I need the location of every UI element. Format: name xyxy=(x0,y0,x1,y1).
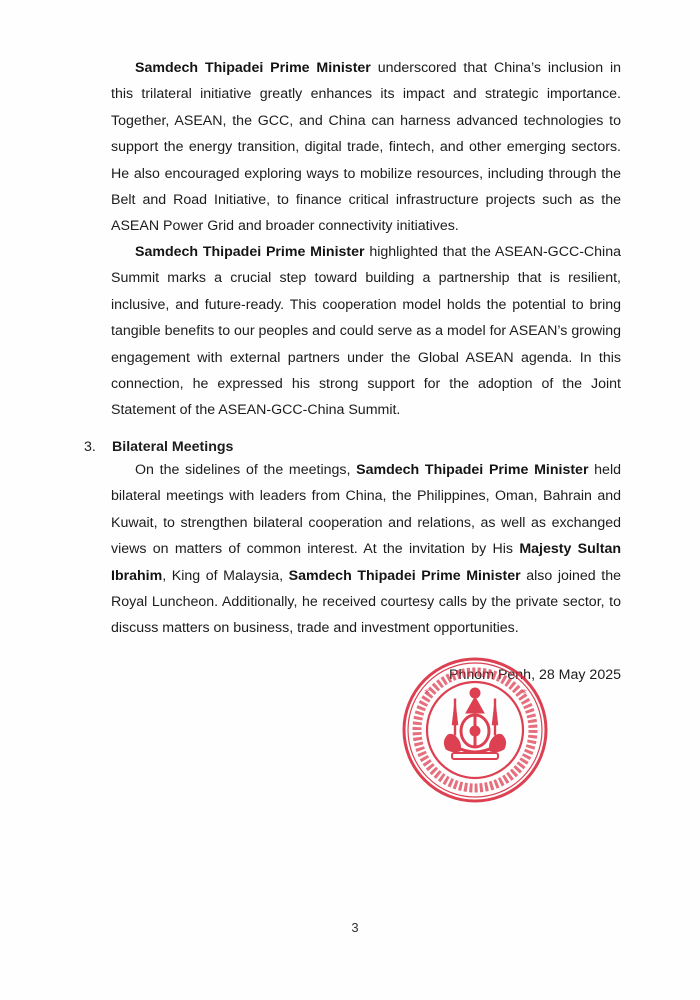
paragraph-1-lead: Samdech Thipadei Prime Minister xyxy=(135,60,371,76)
section-paragraph-text-3: , King of Malaysia, xyxy=(162,567,289,584)
section-paragraph-text-2: held bilateral meetings with leaders from China, the Philippines, Oman, Bahrain and Kuwait, to strengthen bilateral cooperation and relations, as well as exchanged views on matters of common interest. At the invitation by His xyxy=(111,462,621,558)
section-paragraph-bold-1: Samdech Thipadei Prime Minister xyxy=(356,462,589,478)
section-paragraph-bold-3: Samdech Thipadei Prime Minister xyxy=(288,567,521,584)
page-number: 3 xyxy=(351,920,359,935)
section-paragraph-bold-2: Majesty Sultan Ibrahim xyxy=(111,541,622,584)
paragraph-2-lead: Samdech Thipadei Prime Minister xyxy=(135,244,365,260)
paragraph-2-text: highlighted that the ASEAN-GCC-China Summit marks a crucial step toward building a partnership that is resilient, inclusive, and future-ready. This cooperation model holds the potential to bring tangible benefits to our peoples and could serve as a model for ASEAN’s growing engagement with external partners under the Global ASEAN agenda. In this connection, he expressed his strong support for the adoption of the Joint Statement of the ASEAN-GCC-China Summit. xyxy=(111,244,622,419)
svg-text:*: * xyxy=(424,687,430,700)
section-paragraph xyxy=(111,457,621,642)
official-seal-icon xyxy=(400,655,550,805)
paragraph-1-text: underscored that China’s inclusion in this trilateral initiative greatly enhances its impact and strategic importance. Together, ASEAN, the GCC, and China can harness advanced technologies to support the energy transition, digital trade, fintech, and other emerging sectors. He also encouraged exploring ways to mobilize resources, including through the Belt and Road Initiative, to finance critical infrastructure projects such as the ASEAN Power Grid and broader connectivity initiatives. xyxy=(111,60,621,235)
section-title: Bilateral Meetings xyxy=(112,439,234,455)
section-paragraph-text-1: On the sidelines of the meetings, xyxy=(135,462,357,478)
svg-text:*: * xyxy=(521,687,527,700)
paragraph-1 xyxy=(111,55,621,240)
section-paragraph-text-4: also joined the Royal Luncheon. Additionally, he received courtesy calls by the private sector, to discuss matters on business, trade and investment opportunities. xyxy=(111,567,621,637)
section-number: 3. xyxy=(84,439,96,455)
paragraph-2 xyxy=(111,239,621,424)
dateline: Phnom Penh, 28 May 2025 xyxy=(449,667,621,683)
